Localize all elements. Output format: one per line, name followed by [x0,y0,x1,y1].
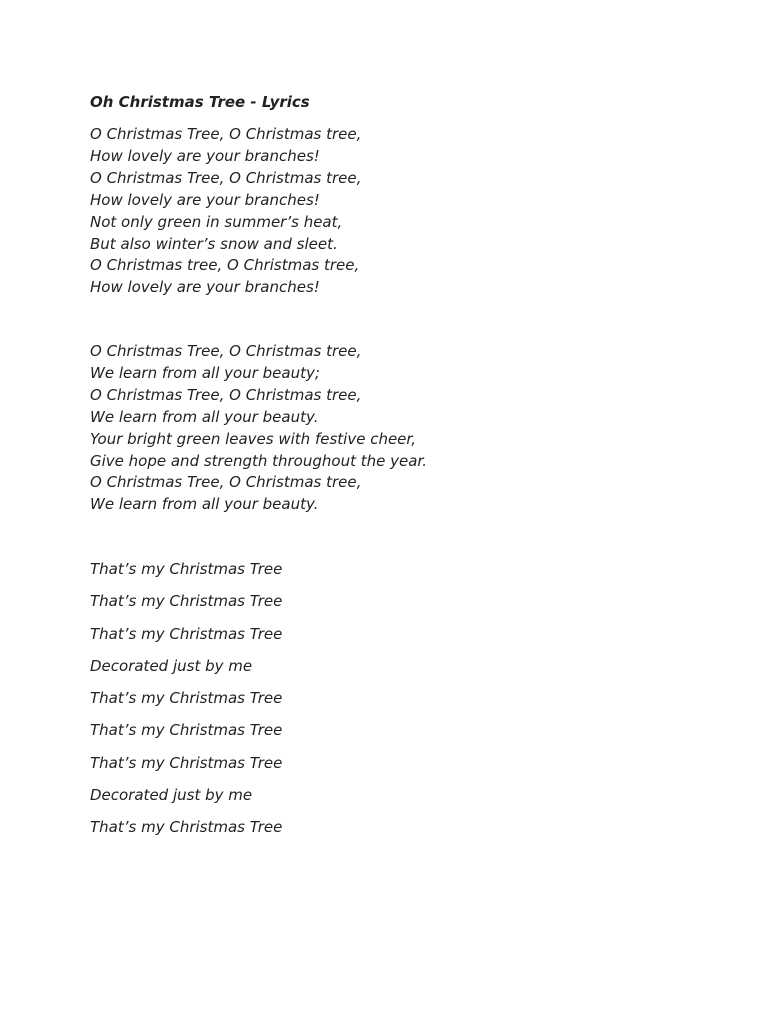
chorus-line: That’s my Christmas Tree [90,689,283,708]
document-title: Oh Christmas Tree - Lyrics [90,93,310,111]
lyric-line: O Christmas Tree, O Christmas tree, [90,125,362,143]
lyric-line: How lovely are your branches! [90,190,320,209]
chorus-line: That’s my Christmas Tree [90,560,283,578]
lyric-line: We learn from all your beauty. [90,407,319,426]
chorus-line: That’s my Christmas Tree [90,818,283,837]
chorus-line: That’s my Christmas Tree [90,592,283,611]
lyric-line: O Christmas Tree, O Christmas tree, [90,342,362,360]
lyric-line: O Christmas Tree, O Christmas tree, [90,168,362,187]
chorus-line: Decorated just by me [90,656,253,675]
chorus-line: That’s my Christmas Tree [90,721,283,740]
lyric-line: How lovely are your branches! [90,278,320,297]
lyric-line: How lovely are your branches! [90,146,320,165]
lyric-line: O Christmas tree, O Christmas tree, [90,256,360,275]
stanza-1 [90,124,361,299]
lyric-line: But also winter’s snow and sleet. [90,234,338,253]
lyric-line: Give hope and strength throughout the year. [90,451,427,470]
chorus-line: Decorated just by me [90,786,253,805]
lyric-line: Your bright green leaves with festive cheer, [90,429,416,448]
lyric-line: O Christmas Tree, O Christmas tree, [90,473,362,492]
lyric-line: We learn from all your beauty. [90,495,319,514]
chorus [90,559,282,850]
lyric-line: O Christmas Tree, O Christmas tree, [90,385,362,404]
chorus-line: That’s my Christmas Tree [90,624,283,643]
stanza-2 [90,341,427,516]
lyric-line: We learn from all your beauty; [90,363,320,382]
chorus-line: That’s my Christmas Tree [90,753,283,772]
lyric-line: Not only green in summer’s heat, [90,212,343,231]
